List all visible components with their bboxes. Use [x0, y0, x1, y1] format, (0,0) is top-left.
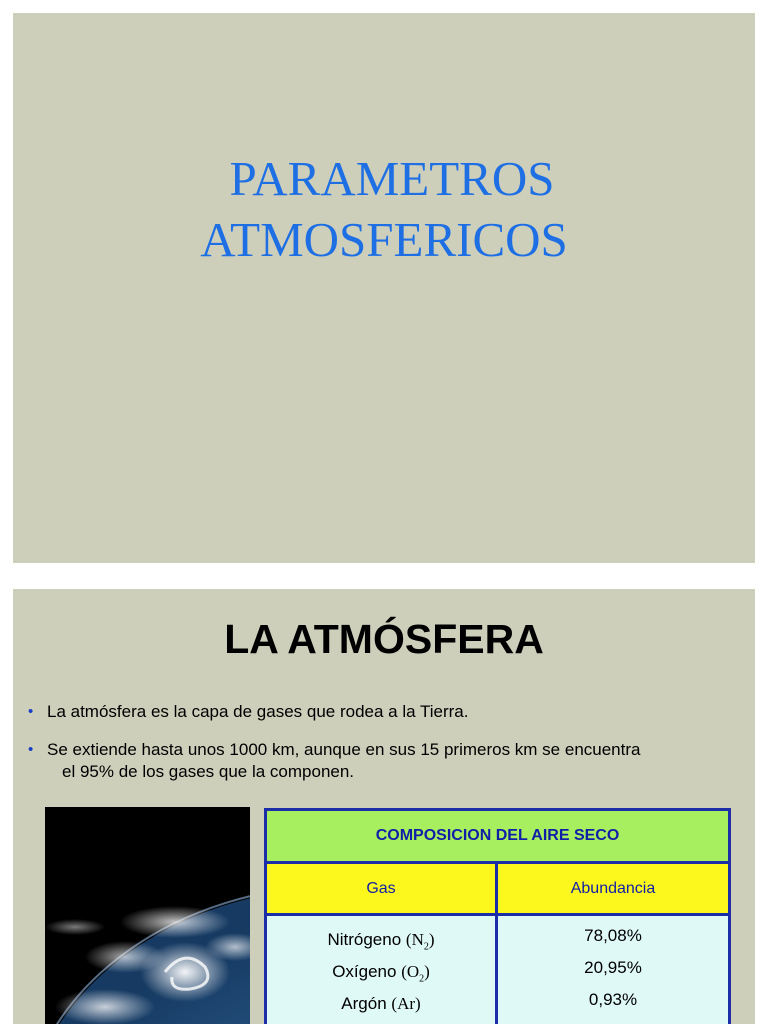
bullet-icon: • — [28, 741, 34, 758]
gas-cell: Nitrógeno $(N_2)$ — [327, 930, 435, 953]
gas-formula: N — [411, 930, 424, 949]
abundance-value: 78,08% — [584, 926, 642, 945]
bullet-item — [28, 739, 748, 783]
gas-name: Oxígeno — [332, 962, 397, 981]
gas-formula: O — [406, 962, 420, 981]
slide-title — [13, 13, 755, 563]
slide-title-heading — [13, 148, 755, 270]
gas-name: Argón — [341, 994, 387, 1013]
gas-formula-subscript: 2 — [423, 941, 429, 953]
table-row — [267, 990, 728, 1024]
slide-atmosphere — [13, 589, 755, 1024]
column-header-abundance: Abundancia — [570, 879, 656, 897]
bullet-text: Se extiende hasta unos 1000 km, aunque en sus 15 primeros km se encuentra — [47, 740, 641, 759]
table-title: COMPOSICION DEL AIRE SECO — [267, 811, 728, 864]
bullet-icon: • — [28, 703, 34, 720]
abundance-value: 0,93% — [588, 990, 638, 1009]
bullet-item — [28, 701, 748, 723]
column-header-gas: Gas — [366, 879, 396, 897]
gas-name: Nitrógeno — [327, 930, 402, 949]
gas-cell: Argón (Ar) — [341, 994, 421, 1013]
title-line-2: ATMOSFERICOS — [200, 212, 568, 267]
gas-formula-subscript: 2 — [419, 973, 425, 985]
gas-cell: Oxígeno $(O_2)$ — [332, 962, 430, 985]
gas-formula: Ar — [397, 994, 416, 1013]
slide-heading: LA ATMÓSFERA — [224, 616, 544, 662]
bullet-text-continued: el 95% de los gases que la componen. — [62, 762, 355, 781]
title-line-1: PARAMETROS — [229, 151, 555, 206]
earth-image — [45, 807, 250, 1024]
earth-from-space-icon — [45, 807, 250, 1024]
abundance-value: 20,95% — [584, 958, 642, 977]
bullet-text: La atmósfera es la capa de gases que rodea a la Tierra. — [47, 702, 469, 721]
composition-table — [264, 808, 731, 1024]
